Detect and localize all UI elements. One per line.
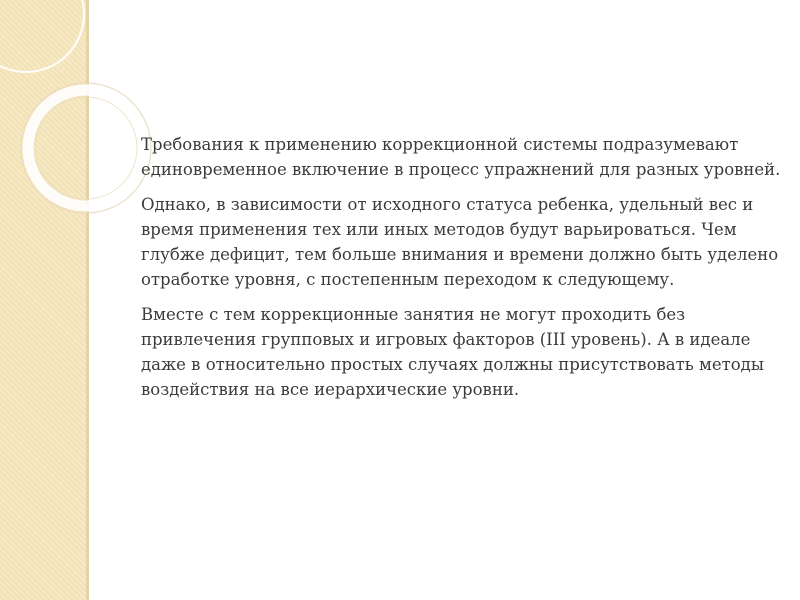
side-panel-edge	[86, 0, 89, 600]
paragraph-1: Требования к применению коррекционной системы подразумевают единовременное включение в процесс упражнений для разных уровней.	[141, 135, 781, 179]
paragraph-3: Вместе с тем коррекционные занятия не могут проходить без привлечения групповых и игровых факторов (III уровень). А в идеале даже в относительно простых случаях должны присутствовать методы воздействия на все иерархические уровни.	[141, 305, 764, 399]
decorative-side-panel	[0, 0, 86, 600]
paragraph-2: Однако, в зависимости от исходного статуса ребенка, удельный вес и время применения тех или иных методов будут варьироваться. Чем глубже дефицит, тем больше внимания и времени должно быть уделено отработке уровня, с постепенным переходом к следующему.	[141, 195, 779, 289]
slide-text-body	[141, 132, 781, 412]
